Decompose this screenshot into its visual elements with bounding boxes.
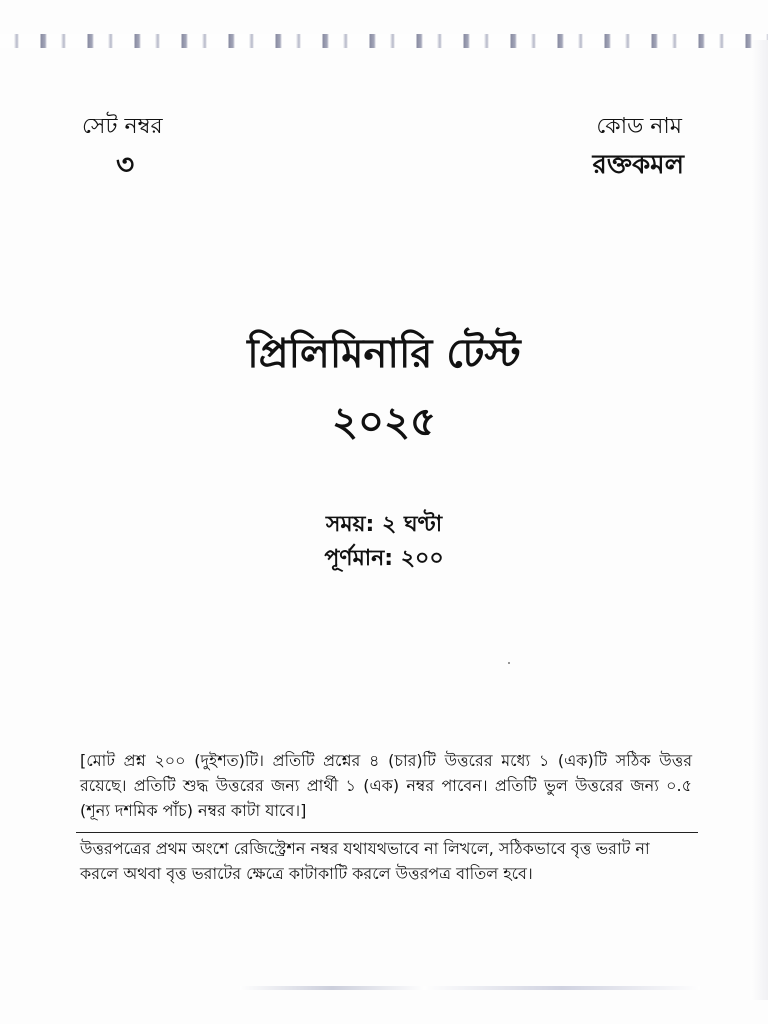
full-marks: পূর্ণমান: ২০০ xyxy=(324,546,444,571)
scan-top-edge xyxy=(0,34,768,48)
exam-year: ২০২৫ xyxy=(332,398,436,445)
set-number-value: ৩ xyxy=(116,148,135,181)
code-name-label: কোড নাম xyxy=(596,114,682,139)
scan-speck xyxy=(508,662,510,664)
code-name-value: রক্তকমল xyxy=(592,150,684,180)
scan-bottom-edge xyxy=(240,986,700,990)
exam-duration: সময়: ২ ঘণ্টা xyxy=(325,512,443,537)
section-divider xyxy=(76,832,698,833)
exam-title: প্রিলিমিনারি টেস্ট xyxy=(247,330,521,377)
answer-sheet-warning: উত্তরপত্রের প্রথম অংশে রেজিস্ট্রেশন নম্বর যথাযথভাবে না লিখলে, সঠিকভাবে বৃত্ত ভরাট না করলে অথবা বৃত্ত ভরাটের ক্ষেত্রে কাটাকাটি করলে উত্তরপত্র বাতিল হবে। xyxy=(80,839,650,883)
set-number-label: সেট নম্বর xyxy=(82,114,163,139)
marking-instructions: [মোট প্রশ্ন ২০০ (দুইশত)টি। প্রতিটি প্রশ্নের ৪ (চার)টি উত্তরের মধ্যে ১ (এক)টি সঠিক উত্তর রয়েছে। প্রতিটি শুদ্ধ উত্তরের জন্য প্রার্থী ১ (এক) নম্বর পাবেন। প্রতিটি ভুল উত্তরের জন্য ০.৫ (শূন্য দশমিক পাঁচ) নম্বর কাটা যাবে।] xyxy=(80,751,692,820)
